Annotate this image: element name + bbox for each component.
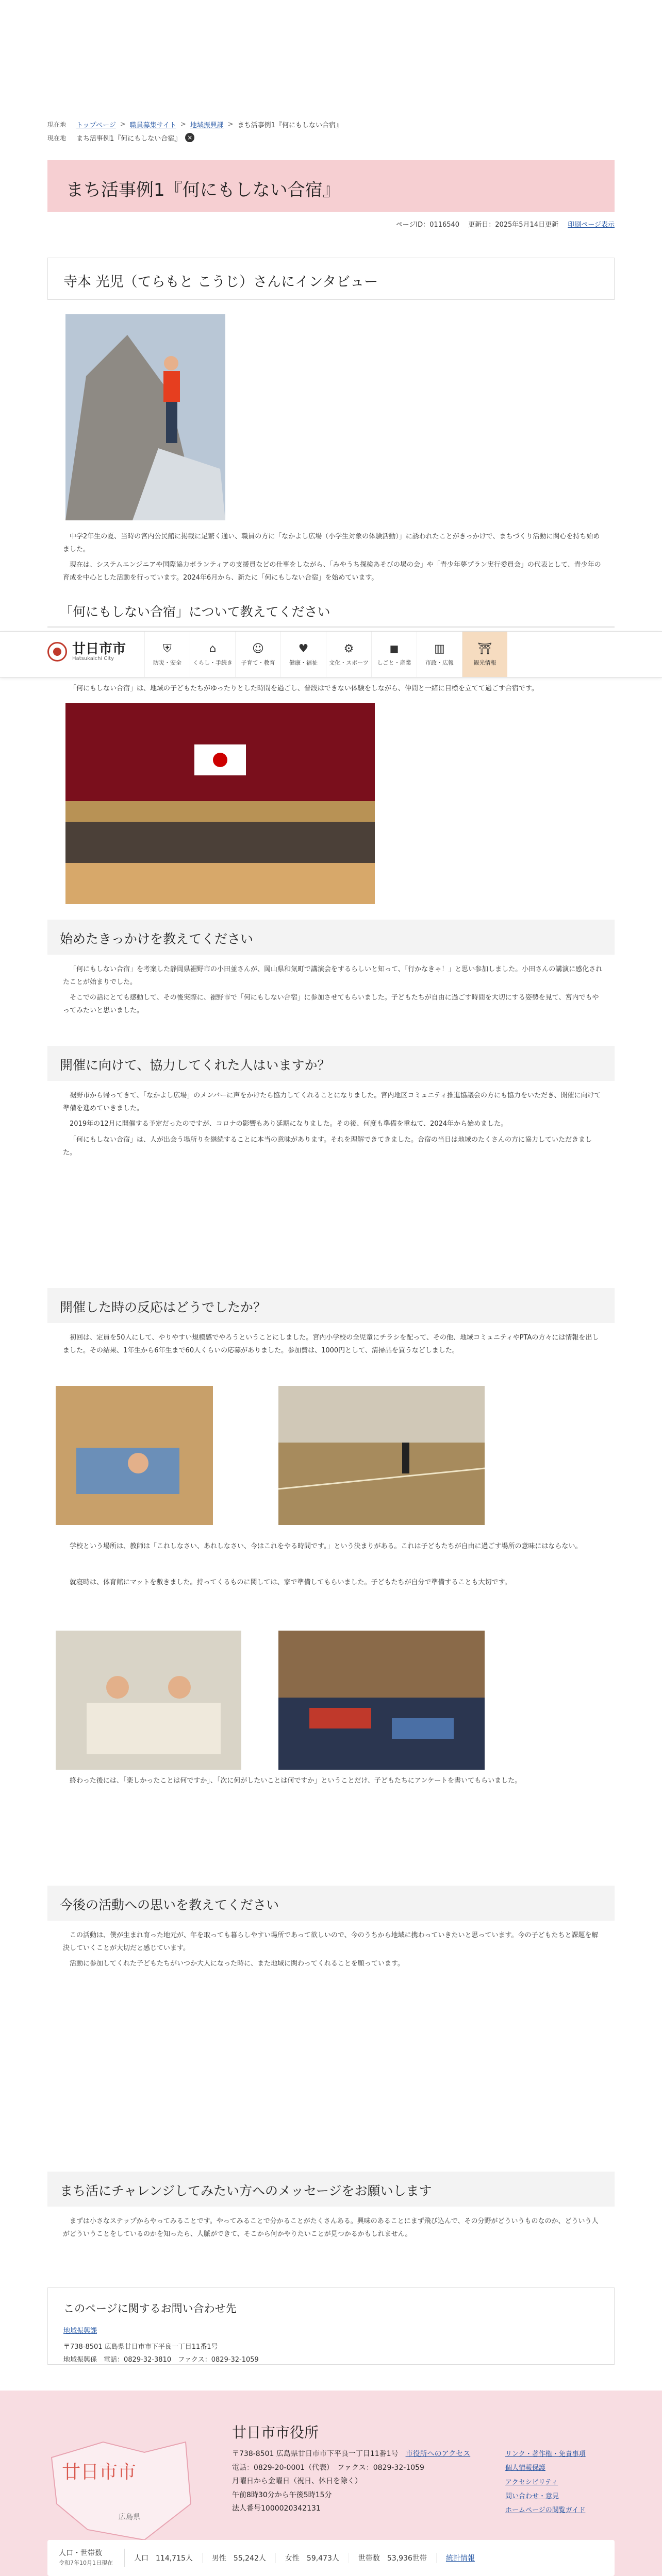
section-4-text: 初回は、定員を50人にして、やりやすい規模感でやろうということにしました。宮内小学校の全児童にチラシを配って、その他、地域コミュニティやPTAの方々には情報を出しました。その結果、1年生から6年生まで60人くらいの応募がありました。参加費は、1000円として、清掃品を買うなどしました。 bbox=[63, 1334, 599, 1354]
section-heading-2: 始めたきっかけを教えてください bbox=[47, 920, 615, 955]
house-icon: ⌂ bbox=[209, 642, 217, 655]
site-logo[interactable]: 廿日市市 Hatsukaichi City bbox=[47, 642, 126, 662]
logo-icon bbox=[47, 642, 67, 662]
session-value: まち活事例1『何にもしない合宿』 bbox=[76, 134, 181, 143]
updated-date: 更新日：2025年5月14日更新 bbox=[468, 221, 559, 229]
breadcrumb-top[interactable]: トップページ bbox=[76, 121, 116, 129]
population-stats: 人口・世帯数 令和7年10月1日現在 人口 114,715人 男性 55,242人 女性 59,473人 世帯数 53,936世帯 統計情報 bbox=[47, 2540, 615, 2576]
footer-link-guide[interactable]: ホームページの閲覧ガイド bbox=[505, 2506, 586, 2515]
print-link[interactable]: 印刷ページ表示 bbox=[568, 221, 615, 229]
section-3-text: 裾野市から帰ってきて、「なかよし広場」のメンバーに声をかけたら協力してくれることになりました。宮内地区コミュニティ推進協議会の方にも協力をいただき、開催に向けて準備を進めていきました。 2019年の12月に開催する予定だったのですが、コロナの影響もあり延期になりました。その後、何度も準備を重ねて、2024年から始めました。 「何にもしない合宿」は、人が出会う場所りを継続することに本当の意味があります。それを理解できてきました。合宿の当日は地域のたくさんの方に協力していただきました。 bbox=[63, 1092, 601, 1157]
mid-text-2: 就寝時は、体育館にマットを敷きました。持ってくるものに関しては、家で準備してもらいました。子どもたちが自分で準備することも大切です。 bbox=[70, 1579, 511, 1586]
footer-link-contact[interactable]: 問い合わせ・意見 bbox=[505, 2492, 559, 2500]
interview-heading: 寺本 光児（てらもと こうじ）さんにインタビュー bbox=[47, 258, 615, 300]
footer-links bbox=[505, 2447, 586, 2517]
mid-text-3: 終わった後には、「楽しかったことは何ですか」、「次に何がしたいことは何ですか」ということだけ、子どもたちにアンケートを書いてもらいました。 bbox=[70, 1777, 522, 1785]
shield-icon: ⛨ bbox=[163, 642, 172, 655]
group-photo bbox=[65, 703, 375, 904]
activity-photo-4 bbox=[278, 1631, 485, 1770]
child-icon: ☺ bbox=[252, 642, 264, 655]
page-meta bbox=[47, 219, 615, 229]
close-icon[interactable]: × bbox=[185, 133, 194, 142]
svg-text:廿日市市: 廿日市市 bbox=[62, 2462, 137, 2483]
page-id: ページID：0116540 bbox=[395, 221, 460, 229]
section-heading-6: まち活にチャレンジしてみたい方へのメッセージをお願いします bbox=[47, 2172, 615, 2207]
breadcrumb-current: まち活事例1『何にもしない合宿』 bbox=[237, 121, 342, 129]
nav-bunka[interactable]: ⚙ 文化・スポーツ bbox=[326, 632, 371, 677]
portrait-photo bbox=[65, 314, 225, 520]
activity-photo-1 bbox=[56, 1386, 213, 1525]
nav-kosodate[interactable]: ☺ 子育て・教育 bbox=[235, 632, 280, 677]
contact-heading: このページに関するお問い合わせ先 bbox=[63, 2302, 237, 2315]
global-nav bbox=[0, 631, 662, 677]
svg-text:広島県: 広島県 bbox=[119, 2513, 140, 2521]
nav-kanko[interactable]: ⛩ 観光情報 bbox=[462, 632, 507, 677]
activity-photo-3 bbox=[56, 1631, 241, 1770]
footer-link-privacy[interactable]: 個人情報保護 bbox=[505, 2464, 546, 2472]
nav-bousai[interactable]: ⛨ 防災・安全 bbox=[144, 632, 190, 677]
breadcrumb-jobs[interactable]: 職員募集サイト bbox=[129, 121, 176, 129]
breadcrumb: 現在地 トップページ > 職員募集サイト > 地域振興課 > まち活事例1『何にもしない合宿』 現在地 まち活事例1『何にもしない合宿』 × bbox=[47, 120, 342, 143]
breadcrumb-label: 現在地 bbox=[47, 121, 67, 128]
torii-icon: ⛩ bbox=[477, 642, 492, 655]
mid-text-1: 学校という場所は、教師は「これしなさい、あれしなさい、今はこれをやる時間です。」という決まりがある。これは子どもたちが自由に過ごす場所の意味にはならない。 bbox=[70, 1543, 582, 1550]
nav-shisei[interactable]: ▥ 市政・広報 bbox=[417, 632, 462, 677]
nav-kurashi[interactable]: ⌂ くらし・手続き bbox=[190, 632, 235, 677]
footer-map bbox=[41, 2421, 196, 2550]
section-5-text: この活動は、僕が生まれ育った地元が、年を取っても暮らしやすい場所であって欲しいので、今のうちから地域に携わっていきたいと思っています。今の子どもたちと課題を解決していくことが大切だと感じています。 活動に参加してくれた子どもたちがいつか大人になった時に、また地域に関わってくれることを願っています。 bbox=[63, 1931, 599, 1968]
bag-icon: ◼ bbox=[389, 642, 399, 655]
access-link[interactable]: 市役所へのアクセス bbox=[405, 2450, 471, 2458]
section-2-text: 「何にもしない合宿」を考案した静岡県裾野市の小田並さんが、岡山県和気町で講演会をするらしいと知って、「行かなきゃ！」と思い参加しました。小田さんの講演に感化されたことが始まりでした。 そこでの話にとても感動して、その後実際に、裾野市で「何にもしない合宿」に参加させてもらいました。子どもたちが自由に過ごす時間を大切にする姿勢を見て、宮内でもやってみたいと思いました。 bbox=[63, 965, 603, 1015]
breadcrumb-dept[interactable]: 地域振興課 bbox=[190, 121, 224, 129]
building-icon: ▥ bbox=[434, 642, 445, 655]
contact-tel: 地域振興係 電話：0829-32-3810 ファクス：0829-32-1059 bbox=[63, 2355, 259, 2364]
footer-link-accessibility[interactable]: アクセシビリティ bbox=[505, 2478, 558, 2486]
nav-kenko[interactable]: ♥ 健康・福祉 bbox=[280, 632, 326, 677]
section-heading-5: 今後の活動への思いを教えてください bbox=[47, 1886, 615, 1921]
section-heading-4: 開催した時の反応はどうでしたか？ bbox=[47, 1288, 615, 1323]
session-label: 現在地 bbox=[47, 134, 67, 142]
footer-info: 〒738-8501 広島県廿日市市下平良一丁目11番1号 市役所へのアクセス 電話：0829-20-0001（代表） ファクス：0829-32-1059 月曜日から金曜日（祝日、休日を除く） 午前8時30分から午後5時15分 法人番号1000020342131 bbox=[232, 2450, 471, 2513]
section-heading-3: 開催に向けて、協力してくれた人はいますか？ bbox=[47, 1046, 615, 1081]
contact-box bbox=[47, 2287, 615, 2365]
nav-shigoto[interactable]: ◼ しごと・産業 bbox=[371, 632, 417, 677]
section-6-text: まずは小さなステップからやってみることです。やってみることで分かることがたくさんある。興味のあることにまず飛び込んで、その分野がどういうものなのか、どういう人がどういうことをしているのかを知ったら、人脈ができて、そこから何かやりたいことが見つかるかもしれません。 bbox=[63, 2217, 599, 2238]
page-title: まち活事例1『何にもしない合宿』 bbox=[47, 160, 615, 212]
footer-link-copyright[interactable]: リンク・著作権・免責事項 bbox=[505, 2450, 586, 2458]
bike-icon: ⚙ bbox=[343, 642, 354, 655]
activity-photo-2 bbox=[278, 1386, 485, 1525]
interview-intro: 中学2年生の夏、当時の宮内公民館に掲載に足繁く通い、職員の方に「なかよし広場（小学生対象の体験活動）」に誘われたことがきっかけで、まちづくり活動に関心を持ち始めました。 現在は、システムエンジニアや国際協力ボランティアの支援員などの仕事をしながら、「みやうち探検あそびの場の会」や「青少年夢プラン実行委員会」の代表として、青少年の育成を中心とした活動を行っています。2024年6月から、新たに「何にもしない合宿」を始めています。 bbox=[63, 533, 601, 582]
contact-address: 〒738-8501 広島県廿日市市下平良一丁目11番1号 bbox=[63, 2343, 218, 2351]
stats-link[interactable]: 統計情報 bbox=[445, 2554, 475, 2563]
section-1-text: 「何にもしない合宿」は、地域の子どもたちがゆったりとした時間を過ごし、普段はできない体験をしながら、仲間と一緒に目標を立てて過ごす合宿です。 bbox=[70, 685, 538, 692]
section-heading-1: 「何にもしない合宿」について教えてください bbox=[47, 592, 615, 628]
footer-title: 廿日市市役所 bbox=[232, 2424, 319, 2441]
heart-icon: ♥ bbox=[298, 642, 309, 655]
contact-dept-link[interactable]: 地域振興課 bbox=[63, 2327, 97, 2335]
